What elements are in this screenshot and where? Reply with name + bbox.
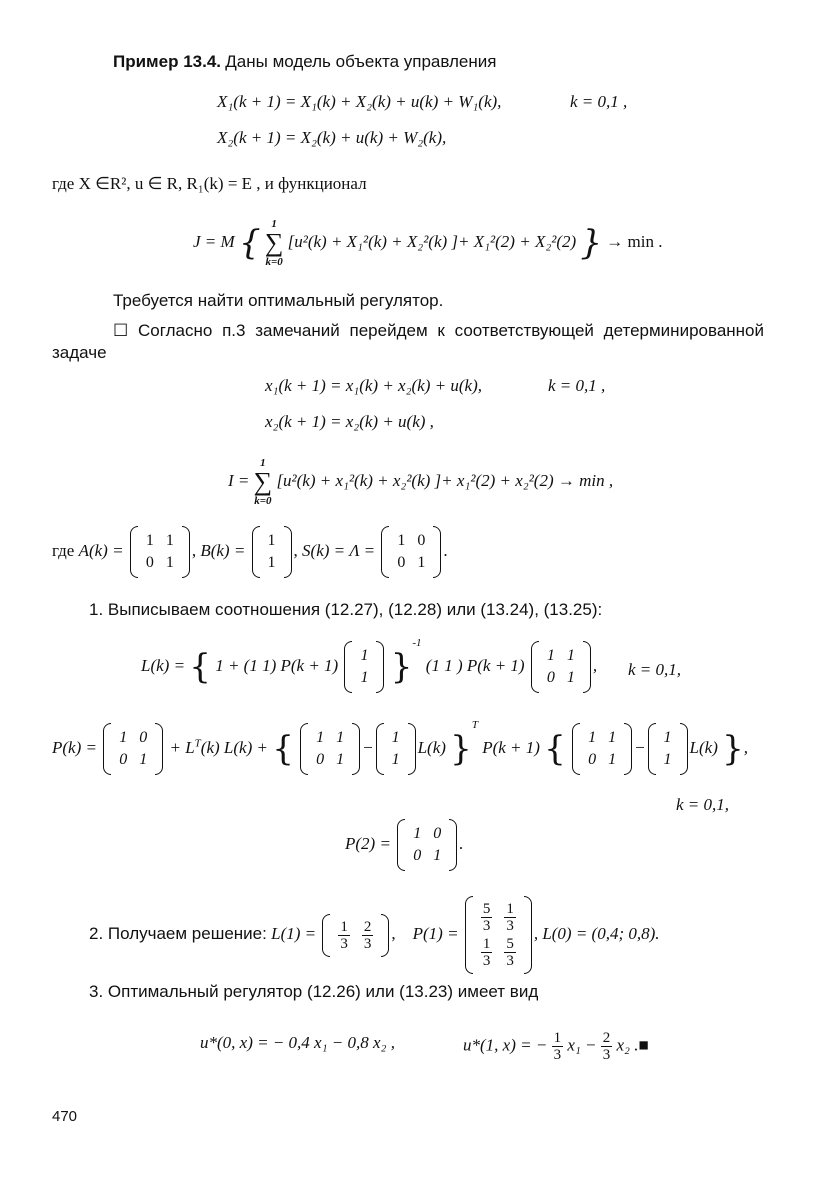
matrix-a: 1 1 0 1: [572, 727, 632, 771]
l1-label: L(1) =: [271, 923, 317, 943]
l-formula: L(k) = { 1 + (1 1) P(k + 1) 1 1 }$^{-1}$ (1 1 ) P(k + 1) 1 1 0 1 ,: [141, 637, 598, 687]
matrix-p1: $\frac{5}{3}$ $\frac{1}{3}$ $\frac{1}{3}$ $\frac{5}{3}$: [465, 900, 532, 970]
p-lk: L(k): [417, 737, 446, 757]
p-rest1: (k) L(k) +: [200, 737, 268, 757]
l-formula-lhs: L(k) =: [141, 655, 186, 675]
note-paragraph: ☐ Согласно п.3 замечаний перейдем к соответствующей детерминированной задаче: [52, 321, 764, 362]
matrix-b-label: B(k) =: [200, 540, 246, 560]
inverse-exponent: -1: [412, 637, 422, 650]
sum-symbol: 1 ∑ k=0: [264, 218, 284, 268]
u1-x2: x₂ .■: [616, 1035, 649, 1055]
matrix-l1: $\frac{1}{3}$ $\frac{2}{3}$: [322, 918, 389, 953]
functional-i-lhs: I =: [228, 470, 250, 490]
det-eq1: x₁(k + 1) = x₁(k) + x₂(k) + u(k),: [265, 376, 482, 395]
p-formula-range: k = 0,1,: [676, 795, 730, 814]
p-formula: P(k) = 1 0 0 1 + $L^T(k) L(k)$ + { 1 1 0 1 − 1 1 L(k) }$^T$ P(k + 1) { 1 1 0 1 − 1 1 L(k) },: [52, 719, 749, 769]
right-brace: }: [722, 729, 744, 769]
where-prefix: где: [52, 540, 75, 560]
example-label: Пример 13.4.: [113, 52, 222, 71]
model-eq1-text: X₁(k + 1) = X₁(k) + X₂(k) + u(k) + W₁(k),: [217, 92, 502, 111]
p2-formula: P(2) = 1 0 0 1 .: [345, 823, 463, 867]
matrix-a-label: A(k) =: [78, 540, 124, 560]
p2-lhs: P(2) =: [345, 833, 391, 853]
left-brace: {: [238, 223, 261, 263]
step-1: 1. Выписываем соотношения (12.27), (12.28) или (13.24), (13.25):: [89, 600, 603, 619]
regulator-u1: u*(1, x) = − $\frac{1}{3}$ x₁ − $\frac{2}{3}$ x₂ .■: [463, 1030, 649, 1063]
right-brace: }: [580, 223, 603, 263]
p-formula-lhs: P(k) =: [52, 737, 97, 757]
matrix-b: 1 1: [376, 727, 416, 771]
left-brace: {: [189, 647, 211, 687]
model-eq1: [217, 92, 501, 112]
matrix-b: 1 1: [252, 530, 292, 574]
sum-bottom: k=0: [265, 256, 283, 268]
example-text: Даны модель объекта управления: [225, 52, 497, 71]
functional-j-arrow: → min .: [606, 231, 663, 251]
step-2-text: 2. Получаем решение:: [89, 923, 267, 943]
p-lk: L(k): [689, 737, 718, 757]
p1-label: P(1) =: [412, 923, 459, 943]
functional-j-body: [u²(k) + X₁²(k) + X₂²(k) ]+ X₁²(2) + X₂²(2): [287, 231, 577, 251]
p-plus: + L: [169, 737, 195, 757]
regulator-u0: u*(0, x) = − 0,4 x₁ − 0,8 x₂ ,: [200, 1033, 395, 1052]
matrix-a: 1 1 0 1: [531, 645, 591, 689]
u1-lhs: u*(1, x) = −: [463, 1035, 548, 1055]
matrix-s-label: S(k) = Λ =: [302, 540, 376, 560]
p-p1: P(k + 1): [482, 737, 540, 757]
functional-i: [228, 457, 613, 507]
step-3: 3. Оптимальный регулятор (12.26) или (13.23) имеет вид: [89, 982, 539, 1001]
det-eq1-range: k = 0,1 ,: [548, 376, 606, 395]
sum-top: 1: [260, 457, 266, 469]
matrix-a: 1 1 0 1: [300, 727, 360, 771]
right-brace: }: [390, 647, 413, 687]
l-formula-mid: 1 + (1 1) P(k + 1): [215, 655, 339, 675]
functional-j-lhs: J = M: [193, 231, 235, 251]
vector-ones: 1 1: [344, 645, 384, 689]
matrix-a: 1 1 0 1: [130, 530, 190, 574]
left-brace: {: [272, 729, 294, 769]
transpose-sup: T: [471, 719, 478, 732]
right-brace: }: [450, 729, 472, 769]
l-formula-range: k = 0,1,: [628, 660, 682, 679]
det-eq2: x₂(k + 1) = x₂(k) + u(k) ,: [265, 412, 434, 431]
where-line-1: где X ∈R², u ∈ R, R₁(k) = E , и функционал: [52, 174, 367, 193]
functional-j: [193, 218, 663, 268]
u1-x1: x₁ −: [567, 1035, 597, 1055]
sum-bottom: k=0: [254, 495, 272, 507]
matrix-identity: 1 0 0 1: [103, 727, 163, 771]
sum-top: 1: [271, 218, 277, 230]
model-eq2: X₂(k + 1) = X₂(k) + u(k) + W₂(k),: [217, 128, 447, 147]
matrix-identity: 1 0 0 1: [397, 823, 457, 867]
task-line: Требуется найти оптимальный регулятор.: [113, 291, 444, 310]
transpose-sup: T: [194, 737, 201, 750]
model-eq1-range: k = 0,1 ,: [570, 92, 628, 111]
page-number: 470: [52, 1108, 78, 1125]
l0-value: , L(0) = (0,4; 0,8).: [533, 923, 660, 943]
functional-i-body: [u²(k) + x₁²(k) + x₂²(k) ]+ x₁²(2) + x₂²(2) → min ,: [276, 470, 614, 490]
l-formula-rest: (1 1 ) P(k + 1): [425, 655, 525, 675]
matrix-b: 1 1: [648, 727, 688, 771]
where-matrices: где A(k) = 1 1 0 1 , B(k) = 1 1 , S(k) = Λ = 1 0 0 1 .: [52, 530, 448, 574]
left-brace: {: [544, 729, 566, 769]
matrix-s: 1 0 0 1: [381, 530, 441, 574]
example-heading: [113, 52, 496, 72]
step-2: 2. Получаем решение: L(1) = $\frac{1}{3}$ $\frac{2}{3}$ , P(1) = $\frac{5}{3}$ $\frac{1}{3}$ $\frac{1}{3}$ $\frac{5}{3}$ , L(0) = (0,4; 0,8).: [89, 901, 660, 969]
sum-symbol: 1 ∑ k=0: [253, 457, 273, 507]
